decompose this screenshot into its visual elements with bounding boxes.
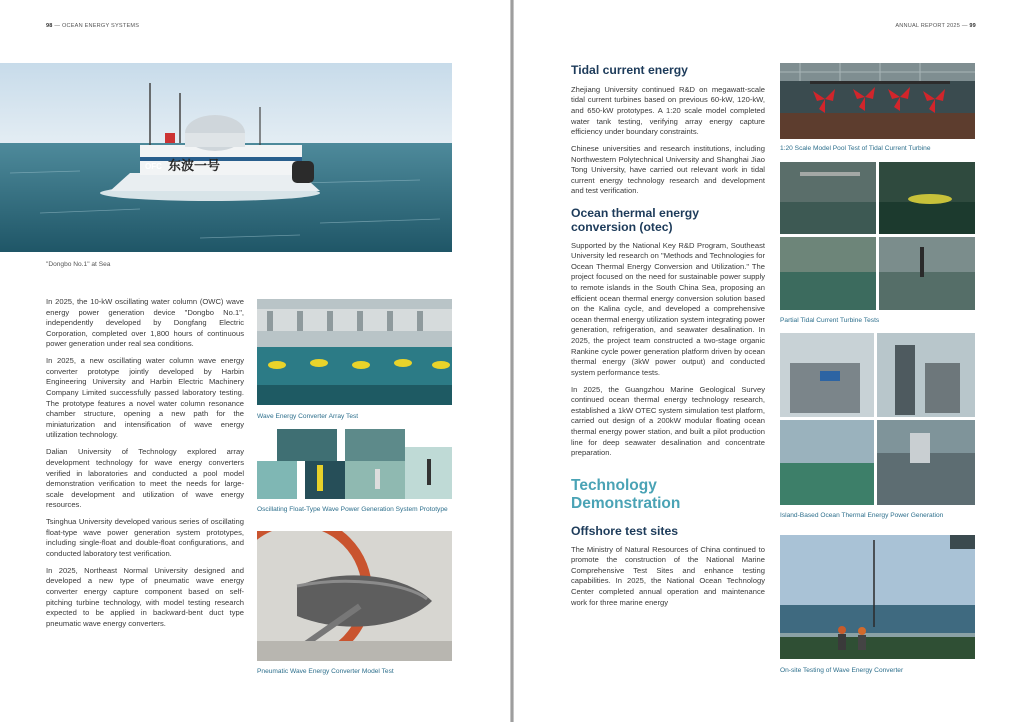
boat-logo-text: OFC xyxy=(145,162,162,171)
left-page xyxy=(0,0,510,722)
paragraph: Zhejiang University continued R&D on megawatt-scale tidal current turbines based on previous 60-kW, 120-kW, and 650-kW prototypes. A 1:20 scale model completed water tank testing, verifying array energy capture efficiency under boundary constraints. xyxy=(571,84,765,137)
hero-caption: "Dongbo No.1" at Sea xyxy=(46,261,111,268)
paragraph: In 2025, a new oscillating water column wave energy converter prototype jointly developed by Harbin Engineering University and Harbin Electric Machinery Company Limited successfully passed laboratory testing. The prototype features a novel water column resonance chamber structure, opening a new path for the miniaturization and intensification of wave energy utilization technology. xyxy=(46,356,244,440)
offshore-body xyxy=(571,545,765,609)
caption-otec-island: Island-Based Ocean Thermal Energy Power Generation xyxy=(780,512,944,519)
boat-name-text: 东波一号 xyxy=(168,159,221,174)
caption-tidal-pool: 1:20 Scale Model Pool Test of Tidal Current Turbine xyxy=(780,145,931,152)
wave-array-photo xyxy=(257,299,452,405)
right-running-head: ANNUAL REPORT 2025 — 99 xyxy=(895,23,976,29)
caption-array: Wave Energy Converter Array Test xyxy=(257,413,359,420)
float-type-photo xyxy=(257,429,452,499)
tidal-tests-photo xyxy=(780,162,975,310)
otec-island-photo xyxy=(780,333,975,505)
tidal-heading: Tidal current energy xyxy=(571,63,688,77)
paragraph: In 2025, the Guangzhou Marine Geological Survey continued ocean thermal energy technology research, established a 1kW OTEC system simulation test platform, carried out design of a 200kW modular floating ocean thermal energy power station, and built a pilot production line for deep seawater desalination and concentrate preparation. xyxy=(571,384,765,458)
tidal-body xyxy=(571,85,765,197)
technology-demonstration-heading: Technology Demonstration xyxy=(571,476,681,512)
caption-pneumatic: Pneumatic Wave Energy Converter Model Test xyxy=(257,668,394,675)
paragraph: Supported by the National Key R&D Program, Southeast University led research on "Methods and Technologies for Ocean Thermal Energy Conversion and Utilization." The project focused on the need for sustainable power supply to remote islands in the South China Sea, proposing an efficient ocean thermal energy conversion solution based on the Kalina cycle, and developed a comprehensive ocean thermal energy utilization system integrating power generation, refrigeration, and seawater desalination. In 2025, the project team constructed a two-stage organic Rankine cycle power generation platform driven by ocean thermal energy (3kW power output) and conducted system performance tests. xyxy=(571,240,765,377)
right-text-column xyxy=(571,64,765,614)
paragraph: The Ministry of Natural Resources of China continued to promote the construction of the National Marine Comprehensive Test Sites and enhance testing capabilities. In 2025, the National Ocean Technology Center completed annual operation and maintenance work for three marine energy xyxy=(571,544,765,607)
offshore-wave-photo xyxy=(780,535,975,659)
pneumatic-photo xyxy=(257,531,452,661)
left-running-head: 98 — OCEAN ENERGY SYSTEMS xyxy=(46,23,140,29)
paragraph: Chinese universities and research institutions, including Northwestern Polytechnical University and Shanghai Jiao Tong University, have carried out relevant work in tidal current energy technology research and development and test verification. xyxy=(571,144,765,196)
left-body-text xyxy=(46,297,244,636)
offshore-heading: Offshore test sites xyxy=(571,523,679,538)
right-page xyxy=(514,0,1024,722)
caption-tidal-tests: Partial Tidal Current Turbine Tests xyxy=(780,317,880,324)
otec-body xyxy=(571,241,765,459)
paragraph: Tsinghua University developed various series of oscillating float-type wave power generation system prototypes, including single-float and double-float configurations, and conducted laboratory test verification. xyxy=(46,517,244,558)
tidal-pool-photo xyxy=(780,63,975,139)
otec-heading: Ocean thermal energy conversion (otec) xyxy=(571,206,700,234)
caption-float-type: Oscillating Float-Type Wave Power Generation System Prototype xyxy=(257,506,448,513)
caption-offshore: On-site Testing of Wave Energy Converter xyxy=(780,667,904,674)
paragraph: Dalian University of Technology explored array development technology for wave energy converters verified in laboratories and conducted a pool model demonstration verification to meet the needs for large-scale development and utilization of wave energy resources. xyxy=(46,447,244,510)
paragraph: In 2025, Northeast Normal University designed and developed a new type of pneumatic wave energy converter energy capture component based on self-pitching turbine technology, with model testing research expected to be applied in backward-bent duct type pneumatic wave energy converters. xyxy=(46,565,244,628)
paragraph: In 2025, the 10-kW oscillating water column (OWC) wave energy power generation device "Dongbo No.1", independently developed by Dongfang Electric Corporation, completed over 1,800 hours of continuous power generation under real sea conditions. xyxy=(46,297,244,349)
dongbo-hero-photo xyxy=(0,63,452,252)
